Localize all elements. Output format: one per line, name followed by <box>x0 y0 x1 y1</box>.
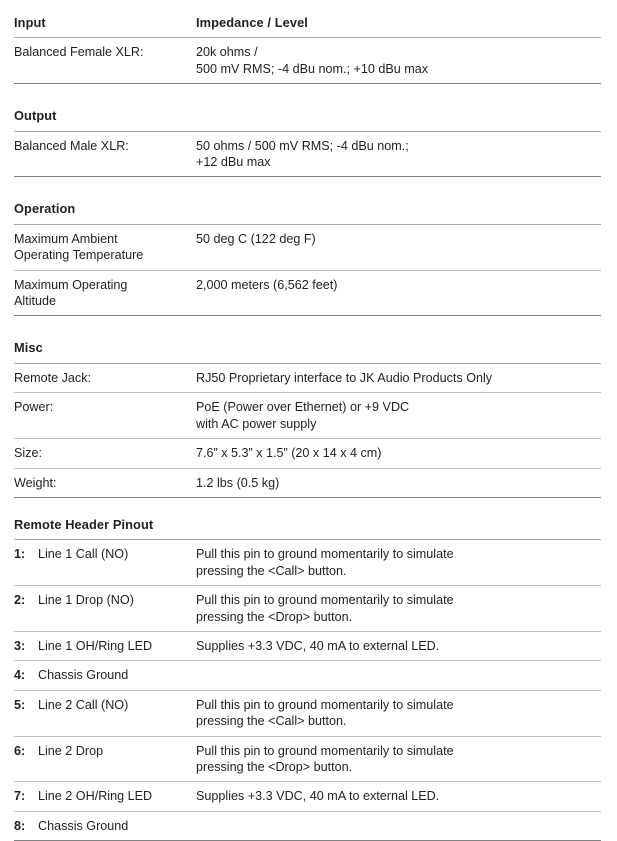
table-row <box>14 468 601 497</box>
table-row <box>14 811 601 840</box>
section-spacer <box>14 84 601 102</box>
pin-description <box>196 690 601 736</box>
table-row <box>14 224 601 270</box>
row-value-balanced-male-xlr <box>196 131 601 177</box>
pin-name: Line 2 OH/Ring LED <box>38 782 196 811</box>
pin-number: 4: <box>14 661 38 690</box>
value-line: with AC power supply <box>196 416 317 431</box>
section-header-remote-header-pinout-label: Remote Header Pinout <box>14 510 601 540</box>
pin-name: Line 2 Call (NO) <box>38 690 196 736</box>
value-line: Pull this pin to ground momentarily to simulate <box>196 697 454 712</box>
pin-description <box>196 631 601 660</box>
section-header-output-value <box>196 101 601 131</box>
specifications-table <box>14 8 601 510</box>
value-line: pressing the <Call> button. <box>196 563 347 578</box>
row-label-max-ambient-operating-temperature <box>14 224 196 270</box>
row-label-size: Size: <box>14 439 196 468</box>
row-label-weight: Weight: <box>14 468 196 497</box>
value-line: 7.6” x 5.3” x 1.5” (20 x 14 x 4 cm) <box>196 446 382 461</box>
section-header-input-label: Input <box>14 8 196 38</box>
pin-name: Line 1 OH/Ring LED <box>38 631 196 660</box>
table-row <box>14 540 601 586</box>
section-header-input <box>14 8 601 38</box>
value-line: pressing the <Call> button. <box>196 714 347 729</box>
pin-number: 3: <box>14 631 38 660</box>
value-line: RJ50 Proprietary interface to JK Audio Products Only <box>196 370 493 385</box>
table-row <box>14 439 601 468</box>
table-row <box>14 631 601 660</box>
pin-description <box>196 811 601 840</box>
section-header-output-label: Output <box>14 101 196 131</box>
section-spacer <box>14 177 601 195</box>
label-line: Altitude <box>14 294 57 309</box>
value-line: Pull this pin to ground momentarily to simulate <box>196 593 454 608</box>
section-header-operation-label: Operation <box>14 194 196 224</box>
section-spacer <box>14 316 601 334</box>
row-value-weight <box>196 468 601 497</box>
row-label-power: Power: <box>14 393 196 439</box>
section-header-misc <box>14 333 601 363</box>
label-line: Operating Temperature <box>14 248 144 263</box>
pin-number: 1: <box>14 540 38 586</box>
pin-number: 2: <box>14 586 38 632</box>
pin-name: Chassis Ground <box>38 811 196 840</box>
value-line: 500 mV RMS; -4 dBu nom.; +10 dBu max <box>196 61 429 76</box>
row-label-balanced-male-xlr: Balanced Male XLR: <box>14 131 196 177</box>
value-line: 20k ohms / <box>196 45 258 60</box>
remote-header-pinout-table <box>14 510 601 841</box>
section-header-operation <box>14 194 601 224</box>
row-value-max-operating-altitude: 2,000 meters (6,562 feet) <box>196 270 601 316</box>
pin-description <box>196 736 601 782</box>
table-row <box>14 363 601 392</box>
table-row <box>14 736 601 782</box>
label-line: Maximum Operating <box>14 277 128 292</box>
section-header-input-value: Impedance / Level <box>196 8 601 38</box>
section-header-output <box>14 101 601 131</box>
table-row <box>14 661 601 690</box>
row-value-balanced-female-xlr <box>196 38 601 84</box>
value-line: 1.2 lbs (0.5 kg) <box>196 475 280 490</box>
row-label-remote-jack: Remote Jack: <box>14 363 196 392</box>
section-header-misc-label: Misc <box>14 333 196 363</box>
table-row <box>14 782 601 811</box>
value-line: pressing the <Drop> button. <box>196 609 353 624</box>
pin-description <box>196 661 601 690</box>
table-row <box>14 586 601 632</box>
table-row <box>14 270 601 316</box>
table-row <box>14 393 601 439</box>
value-line: Supplies +3.3 VDC, 40 mA to external LED. <box>196 638 440 653</box>
value-line: 50 ohms / 500 mV RMS; -4 dBu nom.; <box>196 138 409 153</box>
row-value-size <box>196 439 601 468</box>
row-value-max-ambient-operating-temperature: 50 deg C (122 deg F) <box>196 224 601 270</box>
table-row <box>14 38 601 84</box>
pin-description <box>196 540 601 586</box>
table-row <box>14 690 601 736</box>
value-line: pressing the <Drop> button. <box>196 759 353 774</box>
row-label-balanced-female-xlr: Balanced Female XLR: <box>14 38 196 84</box>
section-header-remote-header-pinout <box>14 510 601 540</box>
pin-name: Chassis Ground <box>38 661 196 690</box>
section-header-operation-value <box>196 194 601 224</box>
pin-name: Line 2 Drop <box>38 736 196 782</box>
pin-number: 7: <box>14 782 38 811</box>
section-spacer <box>14 497 601 510</box>
pin-name: Line 1 Drop (NO) <box>38 586 196 632</box>
value-line: PoE (Power over Ethernet) or +9 VDC <box>196 400 410 415</box>
pin-number: 8: <box>14 811 38 840</box>
pin-name: Line 1 Call (NO) <box>38 540 196 586</box>
table-row <box>14 131 601 177</box>
pin-number: 5: <box>14 690 38 736</box>
pin-number: 6: <box>14 736 38 782</box>
value-line: +12 dBu max <box>196 155 271 170</box>
row-value-power <box>196 393 601 439</box>
row-value-remote-jack <box>196 363 601 392</box>
value-line: Pull this pin to ground momentarily to simulate <box>196 743 454 758</box>
section-header-misc-value <box>196 333 601 363</box>
pin-description <box>196 586 601 632</box>
label-line: Maximum Ambient <box>14 231 118 246</box>
value-line: Supplies +3.3 VDC, 40 mA to external LED. <box>196 789 440 804</box>
row-label-max-operating-altitude <box>14 270 196 316</box>
value-line: Pull this pin to ground momentarily to simulate <box>196 547 454 562</box>
pin-description <box>196 782 601 811</box>
